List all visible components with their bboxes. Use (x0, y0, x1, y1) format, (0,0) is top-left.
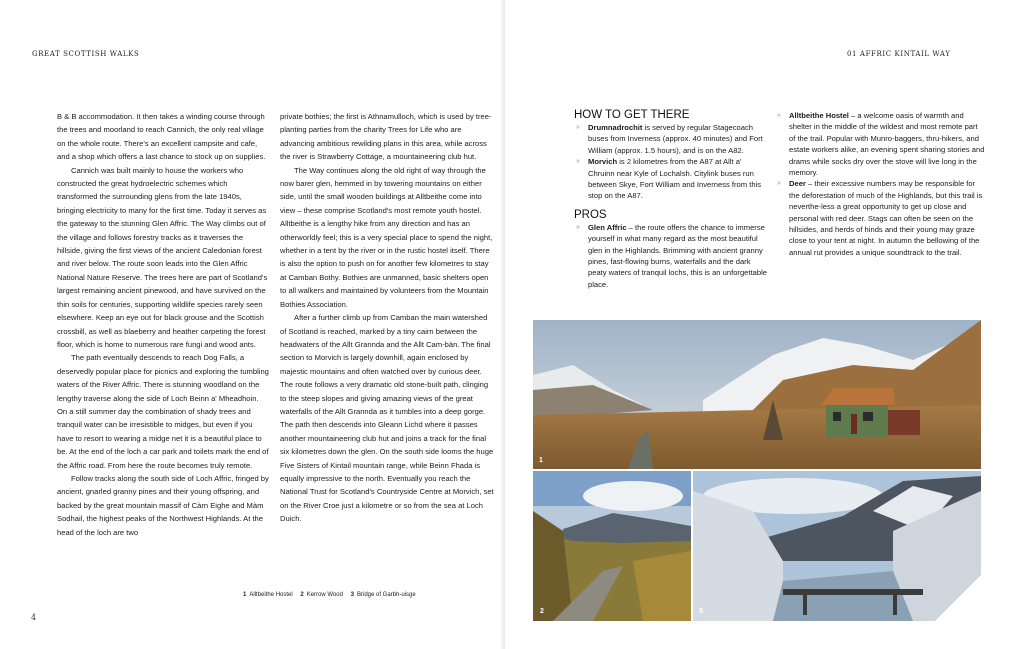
list-item: » Morvich is 2 kilometres from the A87 at Allt a' Chruinn near Kyle of Lochalsh. Citylink buses run between Skye, Fort William and Inverness from this stop on the A87. (574, 156, 769, 202)
body-column-1 (57, 110, 270, 539)
list-item: » Drumnadrochit is served by regular Stagecoach buses from Inverness (approx. 40 minutes) and Fort William (approx. 1.5 hours), and is on the A82. (574, 122, 769, 156)
paragraph: The Way continues along the old right of way through the now barer glen, hemmed in by towering mountains on either side, until the small wooden buildings at Alltbeithe come into view – these comprise Scotland's most remote youth hostel. Alltbeithe is a lengthy hike from any direction and has an otherworldly feel; this is a very special place to spend the night, whether in a tent by the river or in the rustic hostel itself. There is also the option to push on for another few kilometres to stay at Camban Bothy. Bothies are unmanned, basic shelters open to all walkers and maintained by volunteers from the Mountain Bothies Association. (280, 165, 493, 309)
caption-text: Bridge of Garbh-uisge (356, 592, 416, 598)
photo-kerrow-wood (533, 471, 691, 621)
list-item: » Deer – their excessive numbers may be responsible for the deforestation of much of the Highlands, but this trail is neverthe-less a great opportunity to get up close and personal with red deer. Stags can often be seen on the hillsides, and herds of hinds and their young may graze close to your tent at night. In autumn the bellowing of the annual rut provides a unique soundtrack to the trail. (775, 178, 985, 258)
paragraph: B & B accommodation. It then takes a winding course through the trees and moorland to reach Cannich, the only real village on the whole route. There's an excellent campsite and cafe, and a shop which offers a last chance to stock up on supplies. (57, 112, 266, 162)
paragraph: private bothies; the first is Athnamulloch, which is used by tree-planting parties from the charity Trees for Life who are advancing ambitious rewilding plans in this area, while across the river is Strawberry Cottage, a mountaineering club hut. (280, 112, 492, 162)
pros-list-continued (775, 110, 985, 258)
page-curl (935, 575, 981, 621)
paragraph: Follow tracks along the south side of Loch Affric, fringed by ancient, gnarled granny pines and their young offspring, and backed by the great mountain massif of Càrn Eighe and Màm Sodhail, the highest peaks of the Northwest Highlands. At the head of the loch are two (57, 473, 269, 537)
caption-text: Kerrow Wood (306, 592, 343, 598)
left-page (0, 0, 504, 649)
photo-captions (243, 592, 422, 598)
info-column-2 (775, 110, 985, 258)
section-heading: PROS (574, 208, 607, 221)
caption-number: 1 (243, 592, 247, 598)
photo-number: 1 (539, 457, 543, 464)
how-to-get-there-list (574, 122, 769, 202)
running-head: 01 AFFRIC KINTAIL WAY (847, 50, 951, 58)
body-column-2 (280, 110, 494, 526)
list-item: » Glen Affric – the route offers the chance to immerse yourself in what many regard as the most beautiful glen in the Highlands. Brimming with ancient granny pines, fast-flowing burns, waterfalls and the dark peaty waters of tranquil lochs, this is an unforgettable place. (574, 222, 769, 290)
list-item: » Alltbeithe Hostel – a welcome oasis of warmth and shelter in the middle of the wildest and most remote part of the trail. Popular with Munro-baggers, thru-hikers, and estate workers alike, an evening spent sharing stories and drams while socks dry over the stove will live long in the memory. (775, 110, 985, 178)
running-head: GREAT SCOTTISH WALKS (32, 50, 140, 58)
caption-text: Alltbeithe Hostel (249, 592, 293, 598)
pros-list (574, 222, 769, 290)
photo-number: 3 (699, 608, 703, 615)
caption-number: 3 (350, 592, 354, 598)
caption-number: 2 (300, 592, 304, 598)
paragraph: The path eventually descends to reach Dog Falls, a deservedly popular place for picnics and exploring the tumbling waters of the River Affric. There is stunning woodland on the lengthy traverse along the side of Loch Beinn a' Mheadhoin. On a still summer day the combination of shady trees and tranquil water can be irresistible to midges, but even if you have to resort to wearing a midge net it is a beautiful place to be. At the end of the loch a car park and toilets mark the end of the Affric road. From here the route becomes truly remote. (57, 353, 269, 470)
photo-number: 2 (540, 608, 544, 615)
photo-alltbeithe-hostel (533, 320, 981, 469)
page-number: 4 (31, 613, 37, 622)
paragraph: After a further climb up from Camban the main watershed of Scotland is reached, marked by a tiny cairn between the headwaters of the Allt Grannda and the Allt Cam-bàn. The final section to Morvich is largely downhill, again enclosed by majestic mountains and often watched over by curious deer. The route follows a very dramatic old stone-built path, clinging to the steep slopes and giving amazing views of the great waterfalls of the Allt Grannda as it tumbles into a deep gorge. The path then descends into Gleann Lichd where it passes another mountaineering club hut and joins a track for the final six kilometres down the glen. On the south side looms the huge Five Sisters of Kintail mountain range, while Beinn Fhada is equally impressive to the north. Eventually you reach the National Trust for Scotland's Countryside Centre at Morvich, set on the River Croe just a kilometre or so from the sea at Loch Duich. (280, 313, 494, 524)
info-column-1 (574, 108, 769, 290)
paragraph: Cannich was built mainly to house the workers who constructed the great hydroelectric schemes which transformed the surrounding glens from the late 1940s, bringing electricity to many for the first time. Today it serves as the gateway to the stunning Glen Affric. The Way climbs out of the village and follows forestry tracks as it traverses the hillside, giving the first views of the ancient Caledonian forest and river below. The route soon leads into the Glen Affric National Nature Reserve. The trees here are part of Scotland's largest remaining ancient pinewood, and have survived on the thin soils for centuries, supporting wildlife species rarely seen elsewhere. Keep an eye out for black grouse and the Scottish crossbill, as well as blaeberry and heather carpeting the forest floor, which is home to numerous rare fungi and wood ants. (57, 165, 268, 349)
section-heading: HOW TO GET THERE (574, 109, 690, 121)
